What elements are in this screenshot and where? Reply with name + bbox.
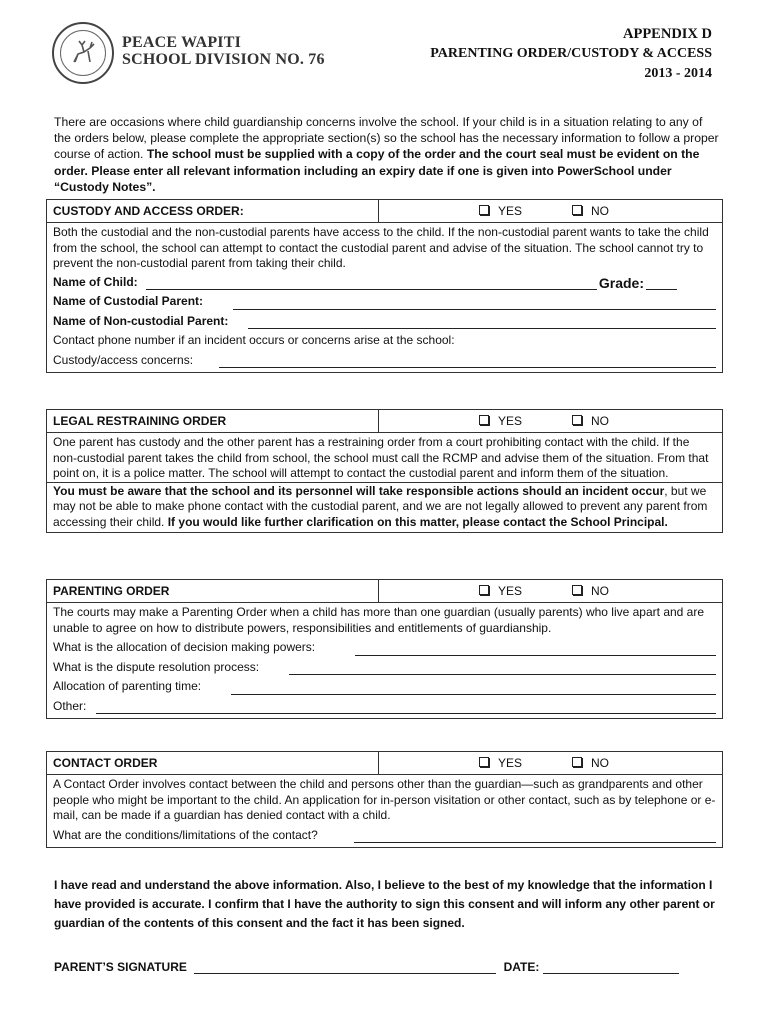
noncustodial-parent-field[interactable]: [53, 314, 716, 330]
no-label: NO: [591, 204, 609, 218]
section-header: [47, 200, 722, 223]
section-title: LEGAL RESTRAINING ORDER: [47, 410, 379, 432]
checkbox-icon[interactable]: [479, 415, 489, 425]
yes-label: YES: [498, 756, 523, 770]
section-title: CUSTODY AND ACCESS ORDER:: [47, 200, 379, 222]
yes-label: YES: [498, 414, 523, 428]
dispute-resolution-line[interactable]: [289, 662, 716, 675]
legal-description: One parent has custody and the other parent has a restraining order from a court prohibiting contact with the child. If the non-custodial parent takes the child from school, the school must call the RCMP and advise them of the situation. From that point on, it is a police matter. The school will attempt to contact the custodial parent and inform them of the situation.: [53, 435, 709, 480]
organization-name: [122, 34, 325, 68]
custody-access-section: [46, 199, 723, 373]
elk-emblem-icon: [60, 30, 106, 76]
contact-description: A Contact Order involves contact between the child and persons other than the guardian—such as grandparents and other people who might be important to the child. An application for in-person visitation or other contact, such as by telephone or e-mail, can be made if a guardian has denied contact with a child.: [53, 777, 716, 822]
dispute-resolution-field[interactable]: [53, 660, 716, 676]
parenting-description: The courts may make a Parenting Order when a child has more than one guardian (usually parents) who live apart and are unable to agree on how to distribute powers, responsibilities and entitlements of guardianship.: [53, 605, 705, 635]
child-name-field[interactable]: [53, 275, 716, 291]
date-label: DATE:: [503, 960, 540, 974]
date-line[interactable]: [543, 961, 679, 974]
legal-yes-option[interactable]: [479, 410, 522, 432]
no-label: NO: [591, 756, 609, 770]
section-title: PARENTING ORDER: [47, 580, 379, 602]
other-label: Other:: [53, 698, 87, 713]
section-header: [47, 580, 722, 603]
noncustodial-parent-line[interactable]: [248, 316, 716, 329]
legal-warning-bold: You must be aware that the school and its personnel will take responsible actions should an incident occur: [53, 483, 665, 498]
grade-label: Grade:: [598, 274, 644, 291]
checkbox-icon[interactable]: [479, 757, 489, 767]
appendix-label: APPENDIX D: [622, 26, 712, 42]
legal-warning-cell: [47, 483, 722, 533]
concerns-field[interactable]: [53, 353, 716, 369]
phone-label: Contact phone number if an incident occurs or concerns arise at the school:: [53, 333, 455, 347]
dispute-resolution-label: What is the dispute resolution process:: [53, 659, 260, 674]
custodial-parent-line[interactable]: [233, 297, 716, 310]
parenting-no-option[interactable]: [572, 580, 609, 602]
yes-label: YES: [498, 584, 523, 598]
legal-warning-contact: If you would like further clarification on this matter, please contact the School Principal.: [164, 514, 668, 529]
consent-statement: I have read and understand the above information. Also, I believe to the best of my knowledge that the information I have provided is accurate. I confirm that I have the authority to sign this consent and will inform any other parent or guardian of the contents of this consent and the fact it has been signed.: [54, 878, 715, 930]
signature-label: PARENT’S SIGNATURE: [54, 960, 187, 974]
intro-requirement: The school must be supplied with a copy of the order and the court seal must be evident on the order. Please enter all relevant information including an expiry date if one is given into PowerSchool under “Custody Notes”.: [54, 147, 700, 194]
contact-order-section: [46, 751, 723, 848]
section-body: [47, 603, 722, 718]
noncustodial-parent-label: Name of Non-custodial Parent:: [53, 313, 229, 328]
intro-text: There are occasions where child guardianship concerns involve the school. If your child is in a situation relating to any of the orders below, please complete the appropriate section(s) so the school has the necessary information to follow a proper course of action.: [54, 115, 719, 162]
section-header: [47, 410, 722, 433]
concerns-label: Custody/access concerns:: [53, 352, 194, 367]
contact-no-option[interactable]: [572, 752, 609, 774]
child-name-label: Name of Child:: [53, 274, 138, 289]
parenting-order-section: [46, 579, 723, 719]
section-header: [47, 752, 722, 775]
checkbox-icon[interactable]: [479, 585, 489, 595]
decision-powers-label: What is the allocation of decision making powers:: [53, 640, 316, 654]
decision-powers-field[interactable]: [53, 640, 716, 656]
custody-yes-option[interactable]: [479, 200, 522, 222]
section-title: CONTACT ORDER: [47, 752, 379, 774]
legal-restraining-section: [46, 409, 723, 533]
contact-yes-option[interactable]: [479, 752, 522, 774]
no-label: NO: [591, 584, 609, 598]
section-body: [47, 223, 722, 372]
checkbox-icon[interactable]: [572, 415, 582, 425]
parenting-yes-option[interactable]: [479, 580, 522, 602]
org-line-2: SCHOOL DIVISION NO. 76: [122, 51, 325, 68]
concerns-line[interactable]: [219, 355, 716, 368]
custody-no-option[interactable]: [572, 200, 609, 222]
custodial-parent-label: Name of Custodial Parent:: [53, 294, 204, 308]
legal-description-cell: [47, 433, 722, 483]
signature-line[interactable]: [194, 961, 496, 974]
yes-label: YES: [498, 204, 523, 218]
parenting-time-label: Allocation of parenting time:: [53, 679, 202, 693]
intro-paragraph: [54, 114, 720, 195]
no-label: NO: [591, 414, 609, 428]
checkbox-icon[interactable]: [572, 757, 582, 767]
custody-description: Both the custodial and the non-custodial parents have access to the child. If the non-custodial parent wants to take the child from the school, the school can attempt to contact the custodial parent and advise of the situation. The school cannot try to prevent the non-custodial parent from taking their child.: [53, 225, 709, 270]
contact-conditions-line[interactable]: [354, 830, 716, 843]
checkbox-icon[interactable]: [572, 205, 582, 215]
other-line[interactable]: [96, 701, 716, 714]
school-year: 2013 - 2014: [644, 66, 712, 81]
legal-no-option[interactable]: [572, 410, 609, 432]
decision-powers-line[interactable]: [355, 643, 716, 656]
checkbox-icon[interactable]: [479, 205, 489, 215]
parenting-time-line[interactable]: [231, 682, 716, 695]
school-division-logo: [52, 22, 114, 84]
section-body: [47, 775, 722, 847]
checkbox-icon[interactable]: [572, 585, 582, 595]
org-line-1: PEACE WAPITI: [122, 34, 242, 51]
other-field[interactable]: [53, 699, 716, 715]
contact-conditions-label: What are the conditions/limitations of the contact?: [53, 827, 318, 842]
document-header: [430, 24, 712, 84]
custodial-parent-field[interactable]: [53, 294, 716, 310]
contact-conditions-field[interactable]: [53, 828, 716, 844]
form-title: PARENTING ORDER/CUSTODY & ACCESS: [430, 46, 712, 61]
parenting-time-field[interactable]: [53, 679, 716, 695]
signature-row: [54, 960, 724, 974]
legal-warning-text: , but we may not be able to make phone contact with the custodial parent, and we are not legally allowed to prevent any parent from accessing their child.: [53, 483, 708, 529]
